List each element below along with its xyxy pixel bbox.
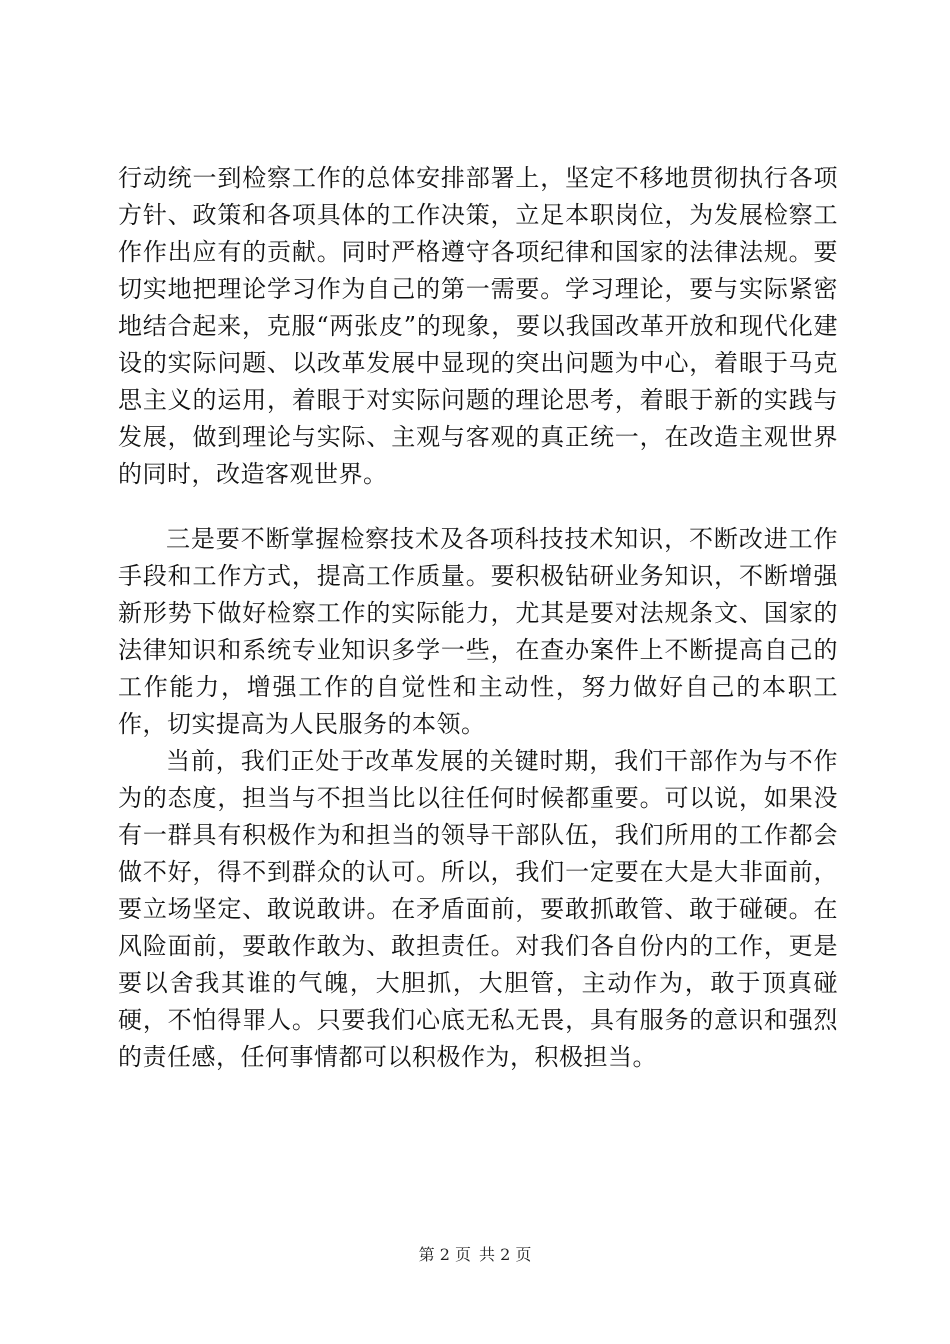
paragraph-3: 当前，我们正处于改革发展的关键时期，我们干部作为与不作为的态度，担当与不担当比以往任何时候都重要。可以说，如果没有一群具有积极作为和担当的领导干部队伍，我们所用的工作都会做不好，得不到群众的认可。所以，我们一定要在大是大非面前，要立场坚定、敢说敢讲。在矛盾面前，要敢抓敢管、敢于碰硬。在风险面前，要敢作敢为、敢担责任。对我们各自份内的工作，更是要以舍我其谁的气魄，大胆抓，大胆管，主动作为，敢于顶真碰硬，不怕得罪人。只要我们心底无私无畏，具有服务的意识和强烈的责任感，任何事情都可以积极作为，积极担当。 [118, 747, 838, 1071]
paragraph-2: 三是要不断掌握检察技术及各项科技技术知识，不断改进工作手段和工作方式，提高工作质量。要积极钻研业务知识，不断增强新形势下做好检察工作的实际能力，尤其是要对法规条文、国家的法律知识和系统专业知识多学一些，在查办案件上不断提高自己的工作能力，增强工作的自觉性和主动性，努力做好自己的本职工作，切实提高为人民服务的本领。 [118, 525, 838, 738]
page-footer [0, 1244, 950, 1266]
paragraph-1: 行动统一到检察工作的总体安排部署上，坚定不移地贯彻执行各项方针、政策和各项具体的工作决策，立足本职岗位，为发展检察工作作出应有的贡献。同时严格遵守各项纪律和国家的法律法规。要切实地把理论学习作为自己的第一需要。学习理论，要与实际紧密地结合起来，克服“两张皮”的现象，要以我国改革开放和现代化建设的实际问题、以改革发展中显现的突出问题为中心，着眼于马克思主义的运用，着眼于对实际问题的理论思考，着眼于新的实践与发展，做到理论与实际、主观与客观的真正统一，在改造主观世界的同时，改造客观世界。 [118, 164, 838, 488]
page-number-total: 共 2 页 [479, 1245, 532, 1264]
document-body [118, 160, 838, 1076]
page-number-current: 第 2 页 [418, 1245, 471, 1264]
paragraph-gap [118, 493, 838, 521]
